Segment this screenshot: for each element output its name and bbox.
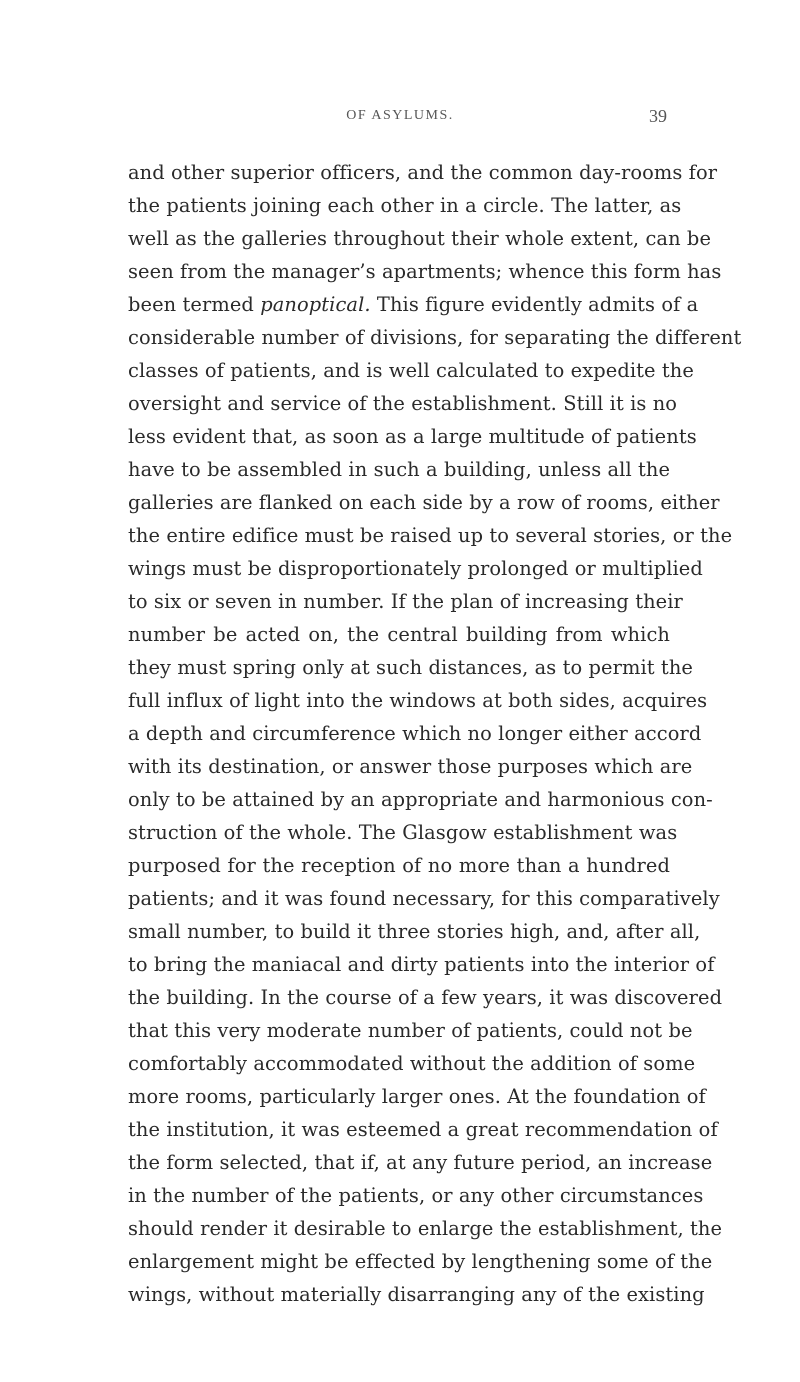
text-line: the entire edifice must be raised up to several stories, or the [128,524,733,547]
text-line: galleries are flanked on each side by a row of rooms, either [128,491,720,514]
text-line: less evident that, as soon as a large multitude of patients [128,425,697,448]
text-line: full influx of light into the windows at both sides, acquires [128,689,708,712]
text-line: a depth and circumference which no longer either accord [128,722,702,745]
text-line: only to be attained by an appropriate and harmonious con- [128,788,713,811]
text-line: more rooms, particularly larger ones. At the foundation of [128,1085,706,1108]
page-number: 39 [649,106,667,126]
text-line: small number, to build it three stories high, and, after all, [128,920,701,943]
running-title: OF ASYLUMS. [346,108,454,123]
text-line: the form selected, that if, at any future period, an increase [128,1151,713,1174]
text-line: number be acted on, the central building from which [128,623,670,646]
text-line: wings must be disproportionately prolonged or multiplied [128,557,703,580]
text-line-end: This figure evidently admits of a [370,293,699,316]
text-line [128,288,699,321]
text-line: considerable number of divisions, for separating the different [128,326,742,349]
text-line: classes of patients, and is well calculated to expedite the [128,359,694,382]
text-line: the institution, it was esteemed a great recommendation of [128,1118,718,1141]
text-line: enlargement might be effected by lengthening some of the [128,1250,713,1273]
text-line: they must spring only at such distances, as to permit the [128,656,693,679]
running-head [0,108,800,132]
text-line: and other superior officers, and the common day-rooms for [128,161,718,184]
italic-term: panoptical. [260,293,371,316]
text-line: that this very moderate number of patients, could not be [128,1019,693,1042]
text-line: to bring the maniacal and dirty patients into the interior of [128,953,715,976]
text-line: with its destination, or answer those purposes which are [128,755,693,778]
text-line: patients; and it was found necessary, for this comparatively [128,887,720,910]
text-line: oversight and service of the establishment. Still it is no [128,392,678,415]
text-line: comfortably accommodated without the addition of some [128,1052,696,1075]
text-line: the building. In the course of a few years, it was discovered [128,986,723,1009]
text-line-start: been termed [128,293,261,316]
text-line: purposed for the reception of no more than a hundred [128,854,670,877]
text-line: struction of the whole. The Glasgow establishment was [128,821,678,844]
text-line: the patients joining each other in a circle. The latter, as [128,194,682,217]
text-line: to six or seven in number. If the plan of increasing their [128,590,683,613]
text-line: have to be assembled in such a building, unless all the [128,458,671,481]
text-line: wings, without materially disarranging any of the existing [128,1283,705,1306]
body-text [128,156,742,1311]
text-line: well as the galleries throughout their whole extent, can be [128,227,712,250]
text-line: should render it desirable to enlarge the establishment, the [128,1217,723,1240]
text-line: seen from the manager’s apartments; whence this form has [128,260,722,283]
text-line: in the number of the patients, or any other circumstances [128,1184,704,1207]
